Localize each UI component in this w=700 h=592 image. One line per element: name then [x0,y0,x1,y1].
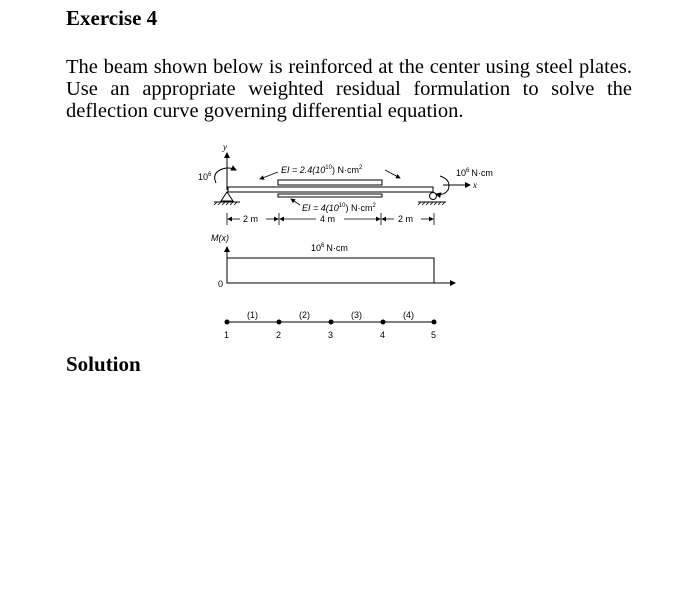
moment-value-label: $10^6$ N·cm [311,243,348,253]
dim-mid-label: 4 m [320,214,336,224]
left-support [221,192,233,201]
mesh-node [329,320,334,325]
mesh-node [277,320,282,325]
moment-diagram [227,258,434,283]
ei-bottom-label: EI = $4(10^{10})$ $N\cdot cm^2$ [302,203,376,213]
node-label: 1 [224,330,230,340]
problem-line-3: deflection curve governing differential equation. [66,100,464,122]
node-label: 5 [431,330,437,340]
node-label: 4 [380,330,386,340]
beam [228,187,433,192]
problem-line-2: Use an appropriate weighted residual formulation to solve the [66,78,632,100]
right-moment-label: $10^6$ N·cm [456,168,493,178]
node-label: 2 [276,330,282,340]
right-support-roller [430,193,437,200]
top-plate [278,180,382,185]
node-label: 3 [328,330,334,340]
ei-top-label: EI = $2.4(10^{10})$ $N\cdot cm^2$ [281,165,363,175]
element-label: (3) [351,310,362,320]
solution-title: Solution [66,352,141,376]
element-label: (2) [299,310,310,320]
element-label: (4) [403,310,414,320]
mesh-node [381,320,386,325]
mesh-node [432,320,437,325]
y-axis-label: y [223,142,227,152]
left-moment-arrow [215,168,236,183]
x-axis-label: x [473,180,477,190]
moment-origin-label: 0 [218,279,224,289]
mesh-node [225,320,230,325]
dim-right-label: 2 m [398,214,414,224]
left-moment-label: $10^6$ [198,172,212,182]
bottom-plate [278,194,382,197]
element-label: (1) [247,310,258,320]
exercise-title: Exercise 4 [66,6,158,30]
dim-left-label: 2 m [243,214,259,224]
problem-line-1: The beam shown below is reinforced at the center using steel plates. [66,56,632,78]
moment-axis-label: M(x) [211,233,229,243]
